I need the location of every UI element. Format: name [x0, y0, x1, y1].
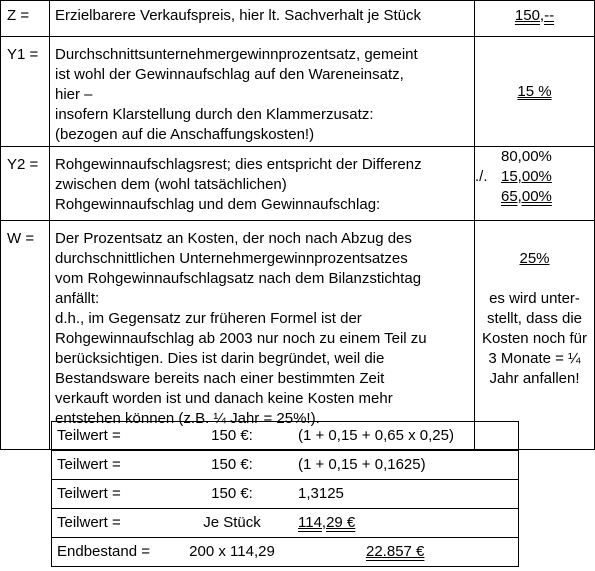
calc-row — [52, 480, 519, 509]
description-line: insofern Klarstellung durch den Klammerzusatz: — [55, 106, 374, 123]
value-text: 25% — [519, 250, 550, 267]
row-value — [475, 37, 595, 147]
row-z — [1, 1, 595, 37]
calc-mid: 200 x 114,29 — [174, 538, 290, 567]
description-line: Bestandsware bereits nach einer bestimmten Zeit — [55, 370, 385, 387]
calc-mid: 150 €: — [174, 422, 290, 451]
calc-right: 1,3125 — [290, 480, 519, 509]
value-line — [475, 187, 594, 207]
calc-label: Endbestand = — [52, 538, 175, 567]
row-description — [50, 221, 475, 450]
description-line: ist wohl der Gewinnaufschlag auf den Wareneinsatz, — [55, 66, 404, 83]
description-line: entstehen können (z.B. ¼ Jahr = 25%!). — [55, 410, 320, 427]
value-text: 80,00% — [501, 148, 552, 165]
value-line — [475, 167, 594, 187]
note-line: stellt, dass die — [486, 310, 583, 327]
value-text: 15 % — [517, 82, 552, 100]
value-text: 15,00% — [501, 168, 552, 185]
description-line: Erzielbarere Verkaufspreis, hier lt. Sachverhalt je Stück — [55, 7, 421, 24]
description-line: zwischen dem (wohl tatsächlichen) — [55, 176, 287, 193]
row-y2 — [1, 147, 595, 221]
row-description — [50, 147, 475, 221]
description-line: (bezogen auf die Anschaffungskosten!) — [55, 126, 315, 143]
calc-label: Teilwert = — [52, 480, 175, 509]
row-y1 — [1, 37, 595, 147]
description-line: anfällt: — [55, 290, 100, 307]
value-prefix: ./. — [475, 168, 488, 185]
note-line: Kosten noch für — [481, 330, 588, 347]
description-line: Durchschnittsunternehmergewinnprozentsatz, gemeint — [55, 46, 418, 63]
row-description — [50, 1, 475, 37]
description-line: berücksichtigen. Dies ist darin begründet, weil die — [55, 350, 385, 367]
description-line: vom Rohgewinnaufschlagsatz nach dem Bilanzstichtag — [55, 270, 422, 287]
calc-right-cell — [290, 509, 519, 538]
calculation-table — [51, 421, 519, 567]
calc-row — [52, 422, 519, 451]
description-line: Der Prozentsatz an Kosten, der noch nach Abzug des — [55, 230, 412, 247]
calc-right-cell — [290, 538, 519, 567]
calc-row — [52, 538, 519, 567]
note-line: 3 Monate = ¼ — [488, 350, 581, 367]
calc-label: Teilwert = — [52, 451, 175, 480]
calc-row — [52, 509, 519, 538]
description-line: durchschnittlichen Unternehmergewinnprozentsatzes — [55, 250, 408, 267]
calc-mid: Je Stück — [174, 509, 290, 538]
row-label: Y1 = — [1, 37, 50, 147]
description-line: Rohgewinnaufschlag ab 2003 nur noch zu einem Teil zu — [55, 330, 427, 347]
value-text: 65,00% — [501, 188, 552, 205]
description-line: d.h., im Gegensatz zur früheren Formel ist der — [55, 310, 362, 327]
calc-label: Teilwert = — [52, 422, 175, 451]
row-values — [475, 147, 595, 221]
row-label: W = — [1, 221, 50, 450]
calc-result: 114,29 € — [298, 514, 356, 531]
row-description — [50, 37, 475, 147]
calc-right: (1 + 0,15 + 0,1625) — [290, 451, 519, 480]
row-w — [1, 221, 595, 450]
calc-row — [52, 451, 519, 480]
row-value — [475, 221, 595, 450]
calc-mid: 150 €: — [174, 451, 290, 480]
calc-right: (1 + 0,15 + 0,65 x 0,25) — [290, 422, 519, 451]
description-line: Rohgewinnaufschlagsrest; dies entspricht der Differenz — [55, 156, 422, 173]
value-text: 150,-- — [514, 7, 555, 24]
value-line — [475, 147, 594, 167]
calc-total: 22.857 € — [366, 543, 425, 560]
description-line: verkauft worden ist und danach keine Kosten mehr — [55, 390, 393, 407]
description-line: hier – — [55, 86, 93, 103]
description-line: Rohgewinnaufschlag und dem Gewinnaufschlag: — [55, 196, 381, 213]
note-line: Jahr anfallen! — [489, 370, 580, 387]
calc-label: Teilwert = — [52, 509, 175, 538]
note-line: es wird unter- — [489, 290, 580, 307]
row-label: Z = — [1, 1, 50, 37]
row-value — [475, 1, 595, 37]
calc-mid: 150 €: — [174, 480, 290, 509]
row-label: Y2 = — [1, 147, 50, 221]
